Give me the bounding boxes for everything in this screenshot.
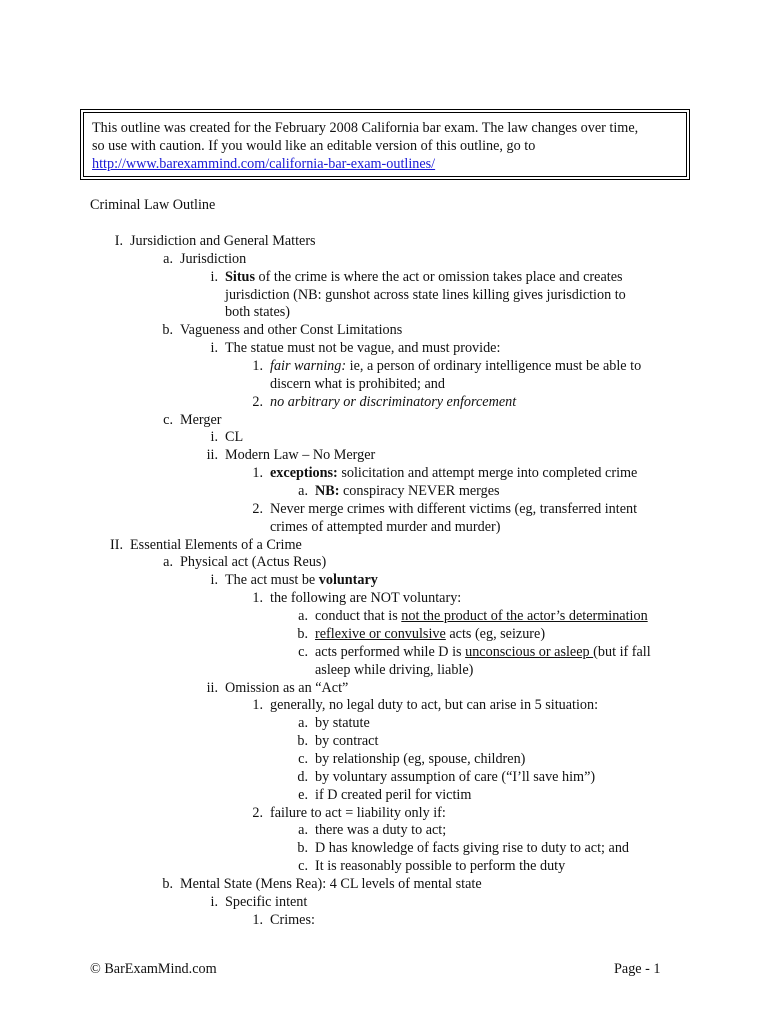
- outline-marker: 1.: [252, 911, 263, 928]
- outline-text-segment: unconscious or asleep: [465, 643, 594, 660]
- outline-line: [270, 465, 637, 483]
- outline-line: by relationship (eg, spouse, children): [315, 750, 526, 767]
- outline-text-segment: of the crime is where the act or omission takes place and creates: [254, 268, 623, 285]
- outline-text-segment: (but if fall: [593, 643, 651, 660]
- outline-line: [315, 483, 500, 501]
- outline-line: [270, 394, 516, 412]
- outline-line: discern what is prohibited; and: [270, 375, 445, 392]
- outlines-link[interactable]: http://www.barexammind.com/california-bar-exam-outlines/: [92, 156, 436, 173]
- outline-marker: II.: [110, 536, 123, 553]
- outline-line: there was a duty to act;: [315, 822, 447, 839]
- notice-line-2: so use with caution. If you would like an editable version of this outline, go to: [92, 138, 536, 155]
- outline-text-segment: not the product of the actor’s determination: [401, 608, 648, 625]
- outline-text-segment: voluntary: [318, 572, 378, 589]
- outline-line: CL: [225, 429, 244, 446]
- footer-copyright: © BarExamMind.com: [90, 961, 217, 977]
- outline-marker: a.: [163, 250, 173, 267]
- outline-line: Jurisdiction: [180, 250, 247, 267]
- outline-marker: d.: [297, 768, 308, 785]
- outline-marker: i.: [210, 429, 218, 446]
- outline-marker: b.: [162, 875, 173, 892]
- outline-line: [315, 644, 651, 662]
- outline-line: The statue must not be vague, and must provide:: [225, 340, 501, 357]
- outline-line: if D created peril for victim: [315, 786, 472, 803]
- outline-marker: c.: [298, 643, 308, 660]
- outline-line: Essential Elements of a Crime: [130, 536, 302, 553]
- outline-text-segment: ie, a person of ordinary intelligence must be able to: [346, 358, 642, 375]
- outline-text-segment: NB:: [315, 483, 340, 500]
- outline-marker: a.: [298, 715, 308, 732]
- outline-text-segment: conduct that is: [315, 608, 402, 625]
- notice-text: [92, 119, 679, 174]
- outline-text-segment: exceptions:: [270, 465, 338, 482]
- outline-text-segment: reflexive or convulsive: [315, 625, 446, 642]
- outline-text-segment: acts (eg, seizure): [445, 625, 546, 642]
- outline-line: Modern Law – No Merger: [225, 447, 376, 464]
- outline-line: Jursidiction and General Matters: [130, 233, 316, 249]
- notice-box: [80, 109, 690, 180]
- outline-line: Physical act (Actus Reus): [180, 554, 327, 571]
- outline-marker: b.: [297, 625, 308, 642]
- outline-line: failure to act = liability only if:: [270, 804, 446, 821]
- outline-marker: 2.: [252, 804, 263, 821]
- outline-line: Mental State (Mens Rea): 4 CL levels of mental state: [180, 875, 482, 892]
- outline-marker: a.: [298, 608, 308, 625]
- outline-text-segment: no arbitrary or discriminatory enforcement: [270, 393, 517, 410]
- outline-line: asleep while driving, liable): [315, 661, 474, 678]
- outline-line: Vagueness and other Const Limitations: [180, 322, 403, 339]
- outline-marker: a.: [298, 822, 308, 839]
- outline-marker: i.: [210, 268, 218, 285]
- outline-marker: a.: [163, 554, 173, 571]
- outline-line: Never merge crimes with different victims (eg, transferred intent: [270, 500, 638, 517]
- outline-line: [270, 358, 641, 376]
- outline-marker: ii.: [206, 679, 218, 696]
- outline-marker: c.: [298, 750, 308, 767]
- outline-line: jurisdiction (NB: gunshot across state lines killing gives jurisdiction to: [225, 286, 626, 303]
- outline-line: [225, 572, 378, 590]
- outline-line: [315, 626, 545, 644]
- outline-line: generally, no legal duty to act, but can arise in 5 situation:: [270, 697, 599, 714]
- outline-line: both states): [225, 304, 291, 321]
- outline-line: Crimes:: [270, 911, 315, 928]
- outline-line: Merger: [180, 411, 222, 428]
- outline-marker: b.: [297, 733, 308, 750]
- outline-line: crimes of attempted murder and murder): [270, 518, 501, 535]
- outline-marker: 1.: [252, 465, 263, 482]
- outline-line: Specific intent: [225, 893, 308, 910]
- outline-marker: 2.: [252, 500, 263, 517]
- footer-page-number: Page - 1: [614, 961, 661, 977]
- outline-line: [225, 269, 623, 287]
- document-title: Criminal Law Outline: [90, 197, 216, 213]
- outline-marker: c.: [298, 858, 308, 875]
- outline-line: D has knowledge of facts giving rise to duty to act; and: [315, 840, 630, 857]
- outline-marker: I.: [114, 233, 123, 249]
- outline-line: by statute: [315, 715, 370, 732]
- outline-line: by voluntary assumption of care (“I’ll save him”): [315, 768, 596, 785]
- outline-line: the following are NOT voluntary:: [270, 590, 462, 607]
- outline-text-segment: Situs: [225, 268, 255, 285]
- outline-marker: 1.: [252, 590, 263, 607]
- notice-line-1: This outline was created for the February 2008 California bar exam. The law changes over time,: [92, 120, 639, 136]
- outline-marker: e.: [298, 786, 308, 803]
- outline-line: by contract: [315, 733, 379, 750]
- outline-marker: c.: [163, 411, 173, 428]
- outline-marker: ii.: [206, 447, 218, 464]
- outline-marker: 1.: [252, 358, 263, 375]
- outline-line: Omission as an “Act”: [225, 679, 349, 696]
- outline-marker: i.: [210, 340, 218, 357]
- outline-marker: b.: [162, 322, 173, 339]
- outline-marker: 1.: [252, 697, 263, 714]
- outline-text-segment: fair warning:: [270, 358, 347, 375]
- outline-text-segment: conspiracy NEVER merges: [339, 483, 500, 500]
- outline-marker: 2.: [252, 393, 263, 410]
- outline-line: It is reasonably possible to perform the duty: [315, 858, 566, 875]
- outline-marker: b.: [297, 840, 308, 857]
- outline-text-segment: acts performed while D is: [315, 643, 466, 660]
- outline-marker: i.: [210, 893, 218, 910]
- outline-marker: i.: [210, 572, 218, 589]
- outline-text-segment: solicitation and attempt merge into completed crime: [337, 465, 638, 482]
- outline-line: [315, 608, 648, 626]
- outline-text-segment: The act must be: [225, 572, 319, 589]
- outline-marker: a.: [298, 483, 308, 500]
